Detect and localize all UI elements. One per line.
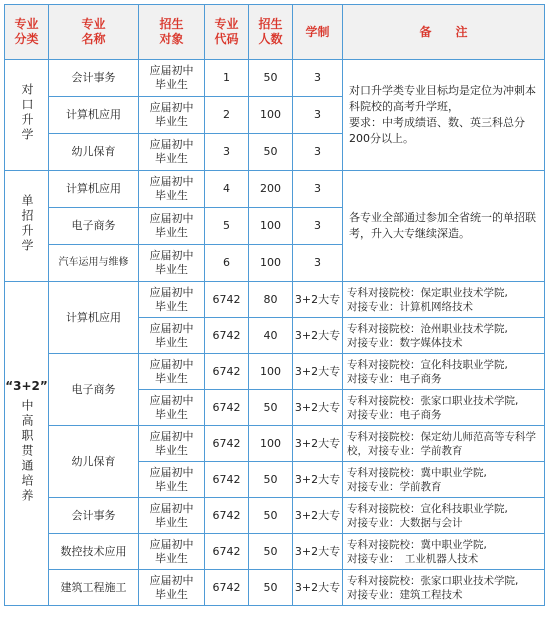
note-cell: 专科对接院校：宣化科技职业学院, 对接专业：大数据与会计 bbox=[343, 498, 545, 534]
code-cell: 4 bbox=[205, 171, 249, 208]
note-cell: 专科对接院校：张家口职业技术学院, 对接专业：电子商务 bbox=[343, 390, 545, 426]
duration-cell: 3+2大专 bbox=[293, 318, 343, 354]
target-cell: 应届初中 毕业生 bbox=[139, 570, 205, 606]
duration-cell: 3+2大专 bbox=[293, 534, 343, 570]
count-cell: 50 bbox=[249, 534, 293, 570]
target-cell: 应届初中 毕业生 bbox=[139, 426, 205, 462]
target-cell: 应届初中 毕业生 bbox=[139, 60, 205, 97]
note-cell: 专科对接院校：冀中职业学院, 对接专业：学前教育 bbox=[343, 462, 545, 498]
code-cell: 2 bbox=[205, 97, 249, 134]
target-cell: 应届初中 毕业生 bbox=[139, 97, 205, 134]
header-duration: 学制 bbox=[293, 5, 343, 60]
target-cell: 应届初中 毕业生 bbox=[139, 390, 205, 426]
category-cell bbox=[5, 171, 49, 282]
code-cell: 5 bbox=[205, 208, 249, 245]
code-cell: 6742 bbox=[205, 282, 249, 318]
header-category: 专业 分类 bbox=[5, 5, 49, 60]
duration-cell: 3 bbox=[293, 97, 343, 134]
note-cell: 专科对接院校：张家口职业技术学院, 对接专业：建筑工程技术 bbox=[343, 570, 545, 606]
note-cell: 专科对接院校：宣化科技职业学院, 对接专业：电子商务 bbox=[343, 354, 545, 390]
count-cell: 50 bbox=[249, 390, 293, 426]
major-cell: 计算机应用 bbox=[49, 97, 139, 134]
major-cell: 汽车运用与维修 bbox=[49, 245, 139, 282]
target-cell: 应届初中 毕业生 bbox=[139, 208, 205, 245]
count-cell: 80 bbox=[249, 282, 293, 318]
enrollment-table bbox=[4, 4, 545, 606]
category-label-top: “3+2” bbox=[5, 379, 48, 393]
target-cell: 应届初中 毕业生 bbox=[139, 534, 205, 570]
major-cell: 幼儿保育 bbox=[49, 134, 139, 171]
code-cell: 6742 bbox=[205, 318, 249, 354]
major-cell: 会计事务 bbox=[49, 498, 139, 534]
table-row bbox=[5, 171, 545, 208]
target-cell: 应届初中 毕业生 bbox=[139, 282, 205, 318]
note-cell: 专科对接院校：保定幼儿师范高等专科学校，对接专业：学前教育 bbox=[343, 426, 545, 462]
duration-cell: 3 bbox=[293, 134, 343, 171]
count-cell: 50 bbox=[249, 570, 293, 606]
count-cell: 50 bbox=[249, 60, 293, 97]
count-cell: 50 bbox=[249, 498, 293, 534]
code-cell: 6742 bbox=[205, 498, 249, 534]
note-cell: 专科对接院校：沧州职业技术学院, 对接专业：数字媒体技术 bbox=[343, 318, 545, 354]
header-target: 招生 对象 bbox=[139, 5, 205, 60]
table-row bbox=[5, 498, 545, 534]
duration-cell: 3 bbox=[293, 60, 343, 97]
category-label: 中高职贯通培养 bbox=[20, 399, 34, 504]
duration-cell: 3+2大专 bbox=[293, 498, 343, 534]
note-cell: 各专业全部通过参加全省统一的单招联考，升入大专继续深造。 bbox=[343, 171, 545, 282]
code-cell: 6 bbox=[205, 245, 249, 282]
target-cell: 应届初中 毕业生 bbox=[139, 498, 205, 534]
major-cell: 计算机应用 bbox=[49, 171, 139, 208]
code-cell: 3 bbox=[205, 134, 249, 171]
count-cell: 100 bbox=[249, 208, 293, 245]
note-cell: 对口升学类专业目标均是定位为冲刺本科院校的高考升学班， 要求：中考成绩语、数、英三科总分200分以上。 bbox=[343, 60, 545, 171]
code-cell: 6742 bbox=[205, 534, 249, 570]
code-cell: 6742 bbox=[205, 426, 249, 462]
major-cell: 会计事务 bbox=[49, 60, 139, 97]
code-cell: 6742 bbox=[205, 354, 249, 390]
target-cell: 应届初中 毕业生 bbox=[139, 171, 205, 208]
major-cell: 计算机应用 bbox=[49, 282, 139, 354]
count-cell: 200 bbox=[249, 171, 293, 208]
major-cell: 电子商务 bbox=[49, 354, 139, 426]
duration-cell: 3+2大专 bbox=[293, 570, 343, 606]
code-cell: 1 bbox=[205, 60, 249, 97]
table-row bbox=[5, 282, 545, 318]
note-cell: 专科对接院校：保定职业技术学院, 对接专业：计算机网络技术 bbox=[343, 282, 545, 318]
duration-cell: 3+2大专 bbox=[293, 462, 343, 498]
category-cell bbox=[5, 60, 49, 171]
duration-cell: 3+2大专 bbox=[293, 390, 343, 426]
target-cell: 应届初中 毕业生 bbox=[139, 245, 205, 282]
duration-cell: 3 bbox=[293, 208, 343, 245]
count-cell: 40 bbox=[249, 318, 293, 354]
header-count: 招生 人数 bbox=[249, 5, 293, 60]
header-row bbox=[5, 5, 545, 60]
major-cell: 数控技术应用 bbox=[49, 534, 139, 570]
category-cell bbox=[5, 282, 49, 606]
duration-cell: 3 bbox=[293, 171, 343, 208]
count-cell: 100 bbox=[249, 426, 293, 462]
duration-cell: 3 bbox=[293, 245, 343, 282]
category-label: 单招升学 bbox=[20, 193, 34, 254]
header-code: 专业 代码 bbox=[205, 5, 249, 60]
count-cell: 50 bbox=[249, 134, 293, 171]
code-cell: 6742 bbox=[205, 390, 249, 426]
count-cell: 100 bbox=[249, 97, 293, 134]
header-note: 备 注 bbox=[343, 5, 545, 60]
major-cell: 电子商务 bbox=[49, 208, 139, 245]
category-label: 对口升学 bbox=[20, 82, 34, 143]
table-row bbox=[5, 570, 545, 606]
table-row bbox=[5, 354, 545, 390]
table-row bbox=[5, 426, 545, 462]
count-cell: 50 bbox=[249, 462, 293, 498]
duration-cell: 3+2大专 bbox=[293, 354, 343, 390]
target-cell: 应届初中 毕业生 bbox=[139, 134, 205, 171]
duration-cell: 3+2大专 bbox=[293, 426, 343, 462]
header-major: 专业 名称 bbox=[49, 5, 139, 60]
target-cell: 应届初中 毕业生 bbox=[139, 354, 205, 390]
code-cell: 6742 bbox=[205, 570, 249, 606]
count-cell: 100 bbox=[249, 354, 293, 390]
code-cell: 6742 bbox=[205, 462, 249, 498]
major-cell: 建筑工程施工 bbox=[49, 570, 139, 606]
table-row bbox=[5, 60, 545, 97]
note-cell: 专科对接院校：冀中职业学院, 对接专业： 工业机器人技术 bbox=[343, 534, 545, 570]
table-row bbox=[5, 534, 545, 570]
major-cell: 幼儿保育 bbox=[49, 426, 139, 498]
target-cell: 应届初中 毕业生 bbox=[139, 462, 205, 498]
duration-cell: 3+2大专 bbox=[293, 282, 343, 318]
count-cell: 100 bbox=[249, 245, 293, 282]
target-cell: 应届初中 毕业生 bbox=[139, 318, 205, 354]
